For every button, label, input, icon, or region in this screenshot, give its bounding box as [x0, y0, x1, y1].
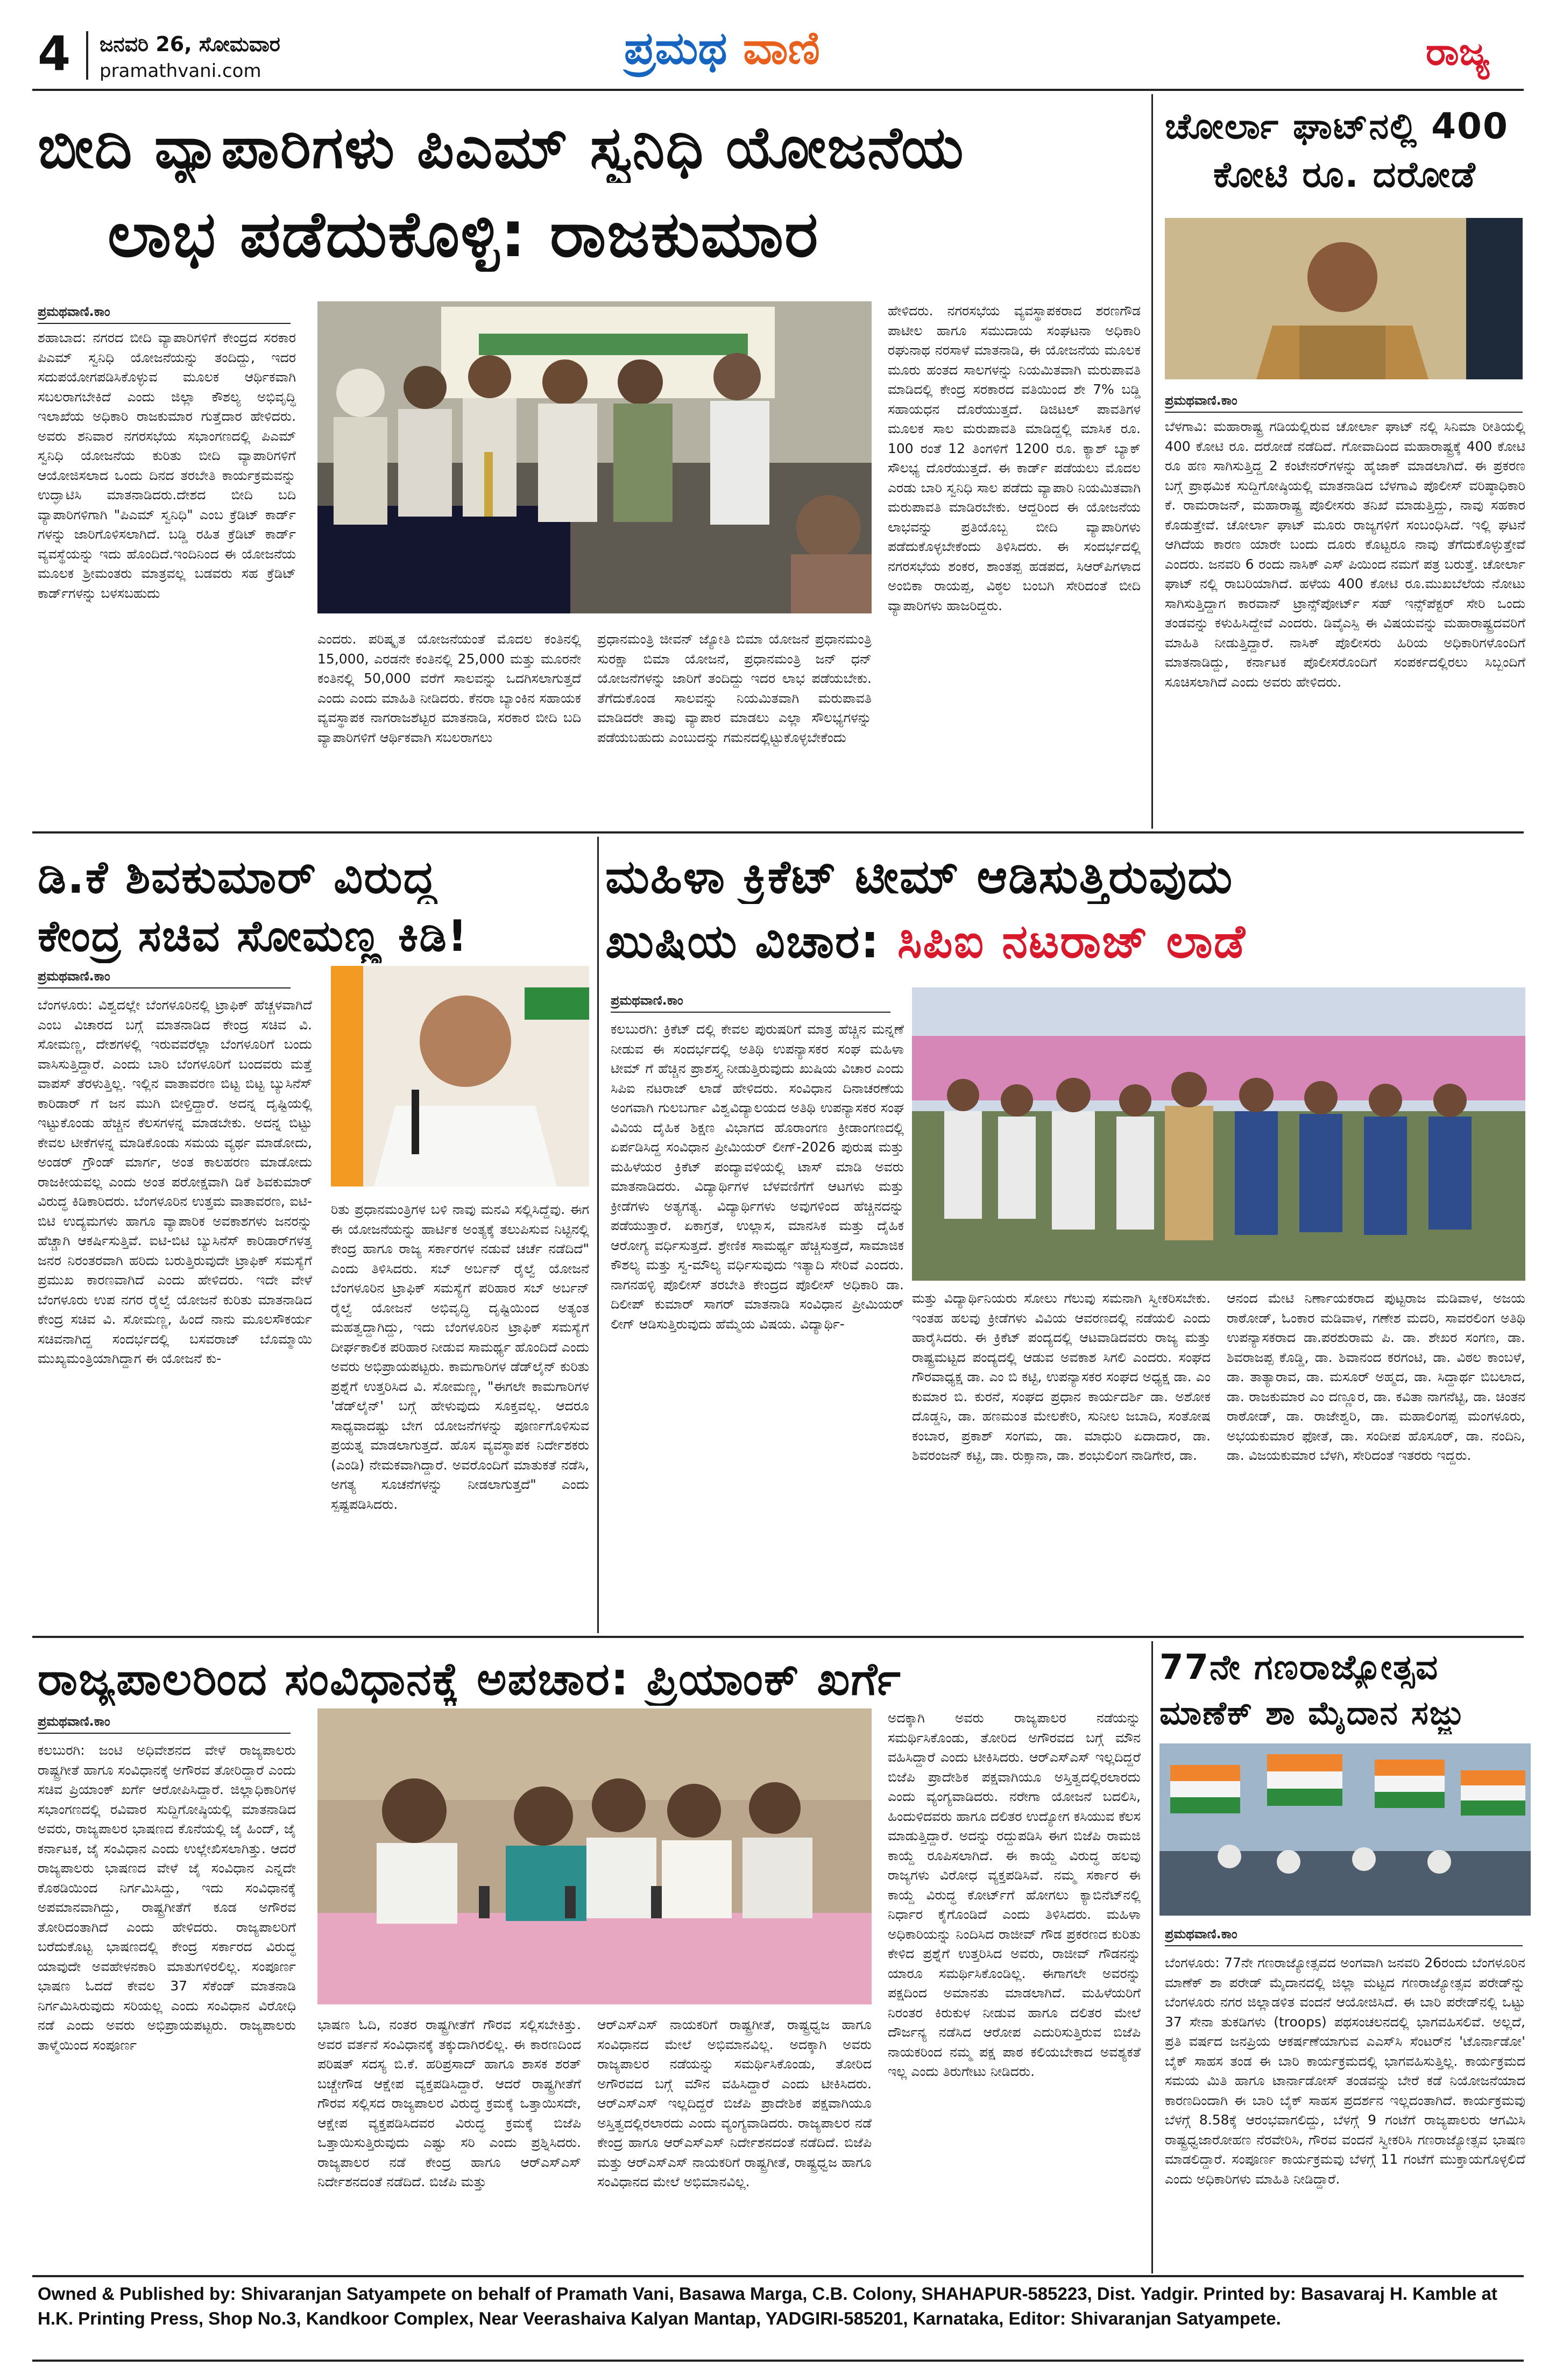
page-number: 4: [38, 26, 71, 81]
article1-column3: ಪ್ರಧಾನಮಂತ್ರಿ ಜೀವನ್ ಜ್ಯೋತಿ ಬಿಮಾ ಯೋಜನೆ ಪ್ರಧಾನಮಂತ್ರಿ ಸುರಕ್ಷಾ ಬಿಮಾ ಯೋಜನೆ, ಪ್ರಧಾನಮಂತ್ರಿ ಜನ್ ಧನ್ ಯೋಜನೆಗಳನ್ನು ಜಾರಿಗೆ ತಂದಿದ್ದು ಇದರ ಲಾಭ ಪಡೆಯಬೇಕು. ತೆಗೆದುಕೊಂಡ ಸಾಲವನ್ನು ನಿಯಮಿತವಾಗಿ ಮರುಪಾವತಿ ಮಾಡಿದರೇ ತಾವು ವ್ಯಾಪಾರ ಮಾಡಲು ಎಲ್ಲಾ ಸೌಲಭ್ಯಗಳನ್ನು ಪಡೆಯಬಹುದು ಎಂಬುದನ್ನು ಗಮನದಲ್ಲಿಟ್ಟುಕೊಳ್ಳಬೇಕೆಂದು: [597, 631, 872, 745]
article5-column2: ಭಾಷಣ ಓದಿ, ನಂತರ ರಾಷ್ಟ್ರಗೀತೆಗೆ ಗೌರವ ಸಲ್ಲಿಸಬೇಕಿತ್ತು. ಅವರ ವರ್ತನೆ ಸಂವಿಧಾನಕ್ಕೆ ತಕ್ಕುದಾಗಿರಲಿಲ್ಲ. ಈ ಕಾರಣದಿಂದ ಪರಿಷತ್ ಸದಸ್ಯ ಬಿ.ಕೆ. ಹರಿಪ್ರಸಾದ್ ಹಾಗೂ ಶಾಸಕ ಶರತ್ ಬಚ್ಚೇಗೌಡ ಆಕ್ಷೇಪ ವ್ಯಕ್ತಪಡಿಸಿದ್ದಾರೆ. ಆದರೆ ರಾಷ್ಟ್ರಗೀತೆಗೆ ಗೌರವ ಸಲ್ಲಿಸದ ರಾಜ್ಯಪಾಲರ ವಿರುದ್ಧ ಕ್ರಮಕ್ಕೆ ಒತ್ತಾಯಿಸದೇ, ಆಕ್ಷೇಪ ವ್ಯಕ್ತಪಡಿಸಿದವರ ವಿರುದ್ಧ ಕ್ರಮಕ್ಕೆ ಬಿಜೆಪಿ ಒತ್ತಾಯಿಸುತ್ತಿರುವುದು ಎಷ್ಟು ಸರಿ ಎಂದು ಪ್ರಶ್ನಿಸಿದರು. ರಾಜ್ಯಪಾಲರ ನಡೆ ಕೇಂದ್ರ ಹಾಗೂ ಆರ್‌ಎಸ್‌ಎಸ್ ನಿರ್ದೇಶನದಂತೆ ನಡೆದಿದೆ. ಬಿಜೆಪಿ ಮತ್ತು: [317, 2017, 581, 2190]
masthead-part1: ಪ್ರಮಥ: [624, 22, 727, 74]
article4-headline-line2-black: ಖುಷಿಯ ವಿಚಾರ:: [605, 915, 880, 969]
article6-body: ಬೆಂಗಳೂರು: 77ನೇ ಗಣರಾಜ್ಯೋತ್ಸವದ ಅಂಗವಾಗಿ ಜನವರಿ 26ರಂದು ಬೆಂಗಳೂರಿನ ಮಾಣೆಕ್ ಶಾ ಪರೇಡ್ ಮೈದಾನದಲ್ಲಿ ಜಿಲ್ಲಾ ಮಟ್ಟದ ಗಣರಾಜ್ಯೋತ್ಸವ ಪರೇಡ್‌ನ್ನು ಬೆಂಗಳೂರು ನಗರ ಜಿಲ್ಲಾಡಳಿತ ವಂದನೆ ಆಯೋಜಿಸಿದೆ. ಈ ಬಾರಿ ಪರೇಡ್‌ನಲ್ಲಿ ಒಟ್ಟು 37 ಸೇನಾ ತುಕಡಿಗಳು (troops) ಪಥಸಂಚಲನದಲ್ಲಿ ಭಾಗವಹಿಸಲಿವೆ. ಅಲ್ಲದೆ, ಪ್ರತಿ ವರ್ಷದ ಜನಪ್ರಿಯ ಆಕರ್ಷಣೆಯಾಗುವ ಎಎಸ್‌ಸಿ ಸೆಂಟರ್‌ನ 'ಟೊರ್ನಾಡೋ' ಬೈಕ್ ಸಾಹಸ ತಂಡ ಈ ಬಾರಿ ಕಾರ್ಯಕ್ರಮದಲ್ಲಿ ಭಾಗವಹಿಸುತ್ತಿಲ್ಲ. ಕಾರ್ಯಕ್ರಮದ ಸಮಯ ಮಿತಿ ಹಾಗೂ ಟಾರ್ನಾಡೋಸ್ ತಂಡವನ್ನು ಬೇರೆ ಕಡೆ ನಿಯೋಜನೆಯಾದ ಕಾರಣದಿಂದಾಗಿ ಈ ಬಾರಿ ಬೈಕ್ ಸಾಹಸ ಪ್ರದರ್ಶನ ಇಲ್ಲದಂತಾಗಿದೆ. ಕಾರ್ಯಕ್ರಮವು ಬೆಳಗ್ಗೆ 8.58ಕ್ಕೆ ಆರಂಭವಾಗಲಿದ್ದು, ಬೆಳಗ್ಗೆ 9 ಗಂಟೆಗೆ ರಾಜ್ಯಪಾಲರು ಆಗಮಿಸಿ ರಾಷ್ಟ್ರಧ್ವಜಾರೋಹಣ ನೆರವೇರಿಸಿ, ಗೌರವ ವಂದನೆ ಸ್ವೀಕರಿಸಿ ಗಣರಾಜ್ಯೋತ್ಸವ ಭಾಷಣ ಮಾಡಲಿದ್ದಾರೆ. ಸಂಪೂರ್ಣ ಕಾರ್ಯಕ್ರಮವು ಬೆಳಗ್ಗೆ 11 ಗಂಟೆಗೆ ಮುಕ್ತಾಯಗೊಳ್ಳಲಿದೆ ಎಂದು ಅಧಿಕಾರಿಗಳು ಮಾಹಿತಿ ನೀಡಿದ್ದಾರೆ.: [1165, 1955, 1525, 2187]
article2-body: ಬೆಳಗಾವಿ: ಮಹಾರಾಷ್ಟ್ರ ಗಡಿಯಲ್ಲಿರುವ ಚೋರ್ಲಾ ಘಾಟ್ ನಲ್ಲಿ ಸಿನಿಮಾ ರೀತಿಯಲ್ಲಿ 400 ಕೋಟಿ ರೂ. ದರೋಡೆ ನಡೆದಿದೆ. ಗೋವಾದಿಂದ ಮಹಾರಾಷ್ಟ್ರಕ್ಕೆ 400 ಕೋಟಿ ರೂ ಹಣ ಸಾಗಿಸುತ್ತಿದ್ದ 2 ಕಂಟೇನರ್‌ಗಳನ್ನು ಹೈಜಾಕ್ ಮಾಡಲಾಗಿದೆ. ಈ ಪ್ರಕರಣ ಬಗ್ಗೆ ಪ್ರಾಥಮಿಕ ಸುದ್ದಿಗೋಷ್ಠಿಯಲ್ಲಿ ಮಾತನಾಡಿದ ಬೆಳಗಾವಿ ಪೊಲೀಸ್ ವರಿಷ್ಠಾಧಿಕಾರಿ ಕೆ. ರಾಮರಾಜನ್, ಮಹಾರಾಷ್ಟ್ರ ಪೊಲೀಸರು ತನಿಖೆ ಮಾಡುತ್ತಿದ್ದು, ನಾವು ಸಹಕಾರ ಕೊಡುತ್ತೇವೆ. ಚೋರ್ಲಾ ಘಾಟ್ ಮೂರು ರಾಜ್ಯಗಳಿಗೆ ಸಂಬಂಧಿಸಿದೆ. ಇಲ್ಲಿ ಘಟನೆ ಆಗಿದೆಯ ಕಾರಣ ಯಾರೇ ಬಂದು ದೂರು ಕೊಟ್ಟರೂ ನಾವು ತೆಗೆದುಕೊಳ್ಳುತ್ತೇವೆ ಎಂದರು. ಜನವರಿ 6 ರಂದು ನಾಸಿಕ್ ಎಸ್ ಪಿಯಿಂದ ನಮಗೆ ಪತ್ರ ಬರುತ್ತೆ. ಚೋರ್ಲಾ ಘಾಟ್ ನಲ್ಲಿ ರಾಬರಿಯಾಗಿದೆ. ಹಳೆಯ 400 ಕೋಟಿ ರೂ.ಮುಖಬೆಲೆಯ ನೋಟು ಸಾಗಿಸುತ್ತಿದ್ದಾಗ ಕಾರವಾನ್ ಟ್ರಾನ್ಸ್‌ಪೋರ್ಟ್ ಸಹ್ ಇನ್ಸ್‌ಪೆಕ್ಟರ್ ಸೇರಿ ಒಂದು ತಂಡವನ್ನು ಕಳುಹಿಸಿದ್ದೇವೆ ಎಂದರು. ಡಿವೈಎಸ್ಪಿ ಈ ವಿಷಯವನ್ನು ಮಹಾರಾಷ್ಟ್ರದವರಿಗೆ ಮಾಹಿತಿ ನೀಡುತ್ತಿದ್ದಾರೆ. ನಾಸಿಕ್ ಪೊಲೀಸರು ಹಿರಿಯ ಅಧಿಕಾರಿಗಳೊಂದಿಗೆ ಮಾತನಾಡಿದ್ದು, ಕರ್ನಾಟಕ ಪೊಲೀಸರೊಂದಿಗೆ ಸಂಪರ್ಕದಲ್ಲಿರಲು ಸಿಬ್ಬಂದಿಗೆ ಸೂಚಿಸಲಾಗಿದೆ ಎಂದು ಅವರು ಹೇಳಿದರು.: [1165, 419, 1525, 690]
article-street-vendors: [0, 91, 1151, 829]
article3-headline-line2: ಕೇಂದ್ರ ಸಚಿವ ಸೋಮಣ್ಣ ಕಿಡಿ!: [38, 911, 469, 961]
article6-headline-line1: 77ನೇ ಗಣರಾಜ್ಯೋತ್ಸವ: [1159, 1648, 1439, 1687]
article1-headline-line2: ಲಾಭ ಪಡೆದುಕೊಳ್ಳಿ: ರಾಜಕುಮಾರ: [108, 197, 819, 271]
police-officer-illustration: [1165, 218, 1523, 379]
article4-headline-line1: ಮಹಿಳಾ ಕ್ರಿಕೆಟ್ ಟೀಮ್ ಆಡಿಸುತ್ತಿರುವುದು: [605, 850, 1234, 904]
publisher-imprint: Owned & Published by: Shivaranjan Satyampete on behalf of Pramath Vani, Basawa Marga, C.B. Colony, SHAHAPUR-585223, Dist. Yadgir. Printed by: Basavaraj H. Kamble at H.K. Printing Press, Shop No.3, Kandkoor Complex, Near Veerashaiva Kalyan Mantap, YADGIRI-585201, Karnataka, Editor: Shivaranjan Satyampete.: [38, 2284, 1497, 2328]
minister-speaking-illustration: [331, 966, 589, 1187]
press-conference-illustration: [317, 1708, 872, 2004]
article1-headline-line1: ಬೀದಿ ವ್ಯಾಪಾರಿಗಳು ಪಿಎಮ್ ಸ್ವನಿಧಿ ಯೋಜನೆಯ: [38, 114, 965, 181]
page-header: [0, 0, 1556, 89]
article1-photo: [317, 301, 872, 613]
article3-photo: [331, 966, 589, 1187]
website-link[interactable]: pramathvani.com: [100, 60, 261, 82]
article-somanna: [0, 834, 597, 1636]
article6-photo: [1159, 1743, 1531, 1916]
article3-column2: ರಿತು ಪ್ರಧಾನಮಂತ್ರಿಗಳ ಬಳಿ ನಾವು ಮನವಿ ಸಲ್ಲಿಸಿದ್ದೆವು. ಈಗ ಈ ಯೋಜನೆಯನ್ನು ಹಾರ್ಟಿಕ ಅಂತ್ಯಕ್ಕೆ ತಲುಪಿಸುವ ನಿಟ್ಟಿನಲ್ಲಿ ಕೇಂದ್ರ ಹಾಗೂ ರಾಜ್ಯ ಸರ್ಕಾರಗಳ ನಡುವೆ ಚರ್ಚೆ ನಡೆದಿದೆ" ಎಂದು ತಿಳಿಸಿದರು. ಸಬ್ ಅರ್ಬನ್ ರೈಲ್ವೆ ಯೋಜನೆ ಬೆಂಗಳೂರಿನ ಟ್ರಾಫಿಕ್ ಸಮಸ್ಯೆಗೆ ಪರಿಹಾರ ಸಬ್ ಅರ್ಬನ್ ರೈಲ್ವೆ ಯೋಜನೆ ಅಭಿವೃದ್ಧಿ ದೃಷ್ಟಿಯಿಂದ ಅತ್ಯಂತ ಮಹತ್ವದ್ದಾಗಿದ್ದು, ಇದು ಬೆಂಗಳೂರಿನ ಟ್ರಾಫಿಕ್ ಸಮಸ್ಯೆಗೆ ದೀರ್ಘಕಾಲಿಕ ಪರಿಹಾರ ನೀಡುವ ಸಾಮರ್ಥ್ಯ ಹೊಂದಿದೆ ಎಂದು ಅವರು ಅಭಿಪ್ರಾಯಪಟ್ಟರು. ಕಾಮಗಾರಿಗಳ ಡೆಡ್‌ಲೈನ್ ಕುರಿತು ಪ್ರಶ್ನೆಗೆ ಉತ್ತರಿಸಿದ ವಿ. ಸೋಮಣ್ಣ, "ಈಗಲೇ ಕಾಮಗಾರಿಗಳ 'ಡೆಡ್‌ಲೈನ್' ಬಗ್ಗೆ ಹೇಳುವುದು ಸೂಕ್ತವಲ್ಲ. ಆದರೂ ಸಾಧ್ಯವಾದಷ್ಟು ಬೇಗ ಯೋಜನೆಗಳನ್ನು ಪೂರ್ಣಗೊಳಿಸುವ ಪ್ರಯತ್ನ ಮಾಡಲಾಗುತ್ತದೆ. ಹೊಸ ವ್ಯವಸ್ಥಾಪಕ ನಿರ್ದೇಶಕರು (ಎಂಡಿ) ನೇಮಕವಾಗಿದ್ದಾರೆ. ಅವರೊಂದಿಗೆ ಮಾತುಕತೆ ನಡೆಸಿ, ಅಗತ್ಯ ಸೂಚನೆಗಳನ್ನು ನೀಡಲಾಗುತ್ತದೆ" ಎಂದು ಸ್ಪಷ್ಟಪಡಿಸಿದರು.: [331, 1202, 589, 1512]
article4-column1: ಕಲಬುರಗಿ: ಕ್ರಿಕೆಟ್ ದಲ್ಲಿ ಕೇವಲ ಪುರುಷರಿಗೆ ಮಾತ್ರ ಹೆಚ್ಚಿನ ಮನ್ನಣೆ ನೀಡುವ ಈ ಸಂದರ್ಭದಲ್ಲಿ ಅತಿಥಿ ಉಪನ್ಯಾಸಕರ ಸಂಘ ಮಹಿಳಾ ಟೀಮ್ ಗೆ ಹೆಚ್ಚಿನ ಪ್ರಾಶಸ್ತ್ಯ ನೀಡುತ್ತಿರುವುದು ಖುಷಿಯ ವಿಚಾರ ಎಂದು ಸಿಪಿಐ ನಟರಾಜ್ ಲಾಡೆ ಹೇಳಿದರು. ಸಂವಿಧಾನ ದಿನಾಚರಣೆಯ ಅಂಗವಾಗಿ ಗುಲಬರ್ಗಾ ವಿಶ್ವವಿದ್ಯಾಲಯದ ಅತಿಥಿ ಉಪನ್ಯಾಸಕರ ಸಂಘ ವಿವಿಯ ದೈಹಿಕ ಶಿಕ್ಷಣ ವಿಭಾಗದ ಹೊರಾಂಗಣ ಕ್ರೀಡಾಂಗಣದಲ್ಲಿ ಏರ್ಪಡಿಸಿದ್ದ ಸಂವಿಧಾನ ಪ್ರೀಮಿಯರ್ ಲೀಗ್-2026 ಪುರುಷ ಮತ್ತು ಮಹಿಳೆಯರ ಕ್ರಿಕೆಟ್ ಪಂದ್ಯಾವಳಿಯಲ್ಲಿ ಟಾಸ್ ಮಾಡಿ ಅವರು ಮಾತನಾಡಿದರು. ವಿದ್ಯಾರ್ಥಿಗಳ ಬೆಳವಣಿಗೆಗೆ ಆಟಗಳು ಮತ್ತು ಕ್ರೀಡೆಗಳು ಅತ್ಯಗತ್ಯ. ವಿದ್ಯಾರ್ಥಿಗಳು ಅವುಗಳಿಂದ ಹೆಚ್ಚಿನದನ್ನು ಪಡೆಯುತ್ತಾರೆ. ಏಕಾಗ್ರತೆ, ಉಲ್ಲಾಸ, ಮಾನಸಿಕ ಮತ್ತು ದೈಹಿಕ ಆರೋಗ್ಯ ವರ್ಧಿಸುತ್ತದೆ. ಶ್ರೇಣಿಕ ಸಾಮರ್ಥ್ಯ ಹೆಚ್ಚಿಸುತ್ತದೆ, ಸಾಮಾಜಿಕ ಕೌಶಲ್ಯ ಮತ್ತು ಸ್ವ-ಮೌಲ್ಯ ವರ್ಧಿಸುವುದು ಇತ್ಯಾದಿ ಸೇರಿವೆ ಎಂದರು. ನಾಗನಹಳ್ಳಿ ಪೊಲೀಸ್ ತರಬೇತಿ ಕೇಂದ್ರದ ಪೊಲೀಸ್ ಅಧಿಕಾರಿ ಡಾ. ದಿಲೀಪ್ ಕುಮಾರ್ ಸಾಗರ್ ಮಾತನಾಡಿ ಸಂವಿಧಾನ ಪ್ರೀಮಿಯರ್ ಲೀಗ್ ಆಡಿಸುತ್ತಿರುವುದು ಹೆಮ್ಮೆಯ ವಿಷಯ. ವಿದ್ಯಾರ್ಥಿ-: [611, 1021, 904, 1332]
article6-headline-line2: ಮಾಣೆಕ್ ಶಾ ಮೈದಾನ ಸಜ್ಜು: [1159, 1694, 1465, 1732]
masthead: [624, 22, 820, 75]
article2-headline-line1: ಚೋರ್ಲಾ ಘಾಟ್‌ನಲ್ಲಿ 400: [1165, 105, 1509, 147]
article1-byline: ಪ್ರಮಥವಾಣಿ.ಕಾಂ: [38, 304, 110, 319]
article-priyank-kharge: [0, 1639, 1151, 2273]
article4-photo: [912, 987, 1525, 1281]
article3-headline-line1: ಡಿ.ಕೆ ಶಿವಕುಮಾರ್ ವಿರುದ್ಧ: [38, 851, 437, 903]
article5-column3: ಆರ್‌ಎಸ್‌ಎಸ್ ನಾಯಕರಿಗೆ ರಾಷ್ಟ್ರಗೀತೆ, ರಾಷ್ಟ್ರಧ್ವಜ ಹಾಗೂ ಸಂವಿಧಾನದ ಮೇಲೆ ಅಭಿಮಾನವಿಲ್ಲ. ಅದಕ್ಕಾಗಿ ಅವರು ರಾಜ್ಯಪಾಲರ ನಡೆಯನ್ನು ಸಮರ್ಥಿಸಿಕೊಂಡು, ತೋರಿದ ಅಗೌರವದ ಬಗ್ಗೆ ಮೌನ ವಹಿಸಿದ್ದಾರೆ ಎಂದು ಟೀಕಿಸಿದರು. ಆರ್‌ಎಸ್‌ಎಸ್ ಇಲ್ಲದಿದ್ದರೆ ಬಿಜೆಪಿ ಪ್ರಾದೇಶಿಕ ಪಕ್ಷವಾಗಿಯೂ ಅಸ್ತಿತ್ವದಲ್ಲಿರಲಾರದು ಎಂದು ವ್ಯಂಗ್ಯವಾಡಿದರು. ರಾಜ್ಯಪಾಲರ ನಡೆ ಕೇಂದ್ರ ಹಾಗೂ ಆರ್‌ಎಸ್‌ಎಸ್ ನಿರ್ದೇಶನದಂತೆ ನಡೆದಿದೆ. ಬಿಜೆಪಿ ಮತ್ತು ಆರ್‌ಎಸ್‌ಎಸ್ ನಾಯಕರಿಗೆ ರಾಷ್ಟ್ರಗೀತೆ, ರಾಷ್ಟ್ರಧ್ವಜ ಹಾಗೂ ಸಂವಿಧಾನದ ಮೇಲೆ ಅಭಿಮಾನವಿಲ್ಲ.: [597, 2017, 872, 2190]
section-label: ರಾಜ್ಯ: [1426, 30, 1490, 74]
article2-byline: ಪ್ರಮಥವಾಣಿ.ಕಾಂ: [1165, 393, 1237, 408]
article-chorla-ghat: [1154, 91, 1531, 829]
article5-photo: [317, 1708, 872, 2004]
article1-column2: ಎಂದರು. ಪರಿಷ್ಕೃತ ಯೋಜನೆಯಂತೆ ಮೊದಲ ಕಂತಿನಲ್ಲಿ 15,000, ಎರಡನೇ ಕಂತಿನಲ್ಲಿ 25,000 ಮತ್ತು ಮೂರನೇ ಕಂತಿನಲ್ಲಿ 50,000 ವರೆಗೆ ಸಾಲವನ್ನು ಒದಗಿಸಲಾಗುತ್ತದೆ ಎಂದು ಎಂದು ಮಾಹಿತಿ ನೀಡಿದರು. ಕೆನರಾ ಬ್ಯಾಂಕಿನ ಸಹಾಯಕ ವ್ಯವಸ್ಥಾಪಕ ನಾಗರಾಜಶೆಟ್ಟರ ಮಾತನಾಡಿ, ಸರಕಾರ ಬೀದಿ ಬದಿ ವ್ಯಾಪಾರಿಗಳಿಗೆ ಆರ್ಥಿಕವಾಗಿ ಸಬಲರಾಗಲು: [317, 631, 581, 745]
article1-column4: ಹೇಳಿದರು. ನಗರಸಭೆಯ ವ್ಯವಸ್ಥಾಪಕರಾದ ಶರಣಗೌಡ ಪಾಟೀಲ ಹಾಗೂ ಸಮುದಾಯ ಸಂಘಟನಾ ಅಧಿಕಾರಿ ರಘುನಾಥ ನರಸಾಳೆ ಮಾತನಾಡಿ, ಈ ಯೋಜನೆಯ ಮೂಲಕ ಮೂರು ಹಂತದ ಸಾಲಗಳನ್ನು ನಿಯಮಿತವಾಗಿ ಮರುಪಾವತಿ ಮಾಡಿದಲ್ಲಿ ಕೇಂದ್ರ ಸರಕಾರದ ವತಿಯಿಂದ ಶೇ 7% ಬಡ್ಡಿ ಸಹಾಯಧನ ದೊರೆಯುತ್ತದೆ. ಡಿಜಿಟಲ್ ಪಾವತಿಗಳ ಮೂಲಕ ಸಾಲ ಮರುಪಾವತಿ ಮಾಡಿದ್ದಲ್ಲಿ ಮಾಸಿಕ ರೂ. 100 ರಂತೆ 12 ತಿಂಗಳಿಗೆ 1200 ರೂ. ಕ್ಯಾಶ್ ಬ್ಯಾಕ್ ಸೌಲಭ್ಯ ದೊರೆಯುತ್ತದೆ. ಈ ಕಾರ್ಡ್ ಪಡೆಯಲು ಮೊದಲ ಎರಡು ಬಾರಿ ಸ್ವನಿಧಿ ಸಾಲ ಪಡೆದು ವ್ಯಾಪಾರಿ ನಿಯಮಿತವಾಗಿ ಮರುಪಾವತಿ ಮಾಡಿರಬೇಕು. ಆದ್ದರಿಂದ ಈ ಯೋಜನೆಯ ಲಾಭವನ್ನು ಪ್ರತಿಯೊಬ್ಬ ಬೀದಿ ವ್ಯಾಪಾರಿಗಳು ಪಡೆದುಕೊಳ್ಳಬೇಕೆಂದು ತಿಳಿಸಿದರು. ಈ ಸಂದರ್ಭದಲ್ಲಿ ನಗರಸಭೆಯ ಶಂಕರ, ಶಾಂತಪ್ಪ ಹಡಪದ, ಸಿಆರ್‌ಪಿಗಳಾದ ಅಂಬಿಕಾ ರಾಯಪ್ಪ, ವಿಠ್ಠಲ ಬಂಬಗಿ ಸೇರಿದಂತೆ ಬೀದಿ ವ್ಯಾಪಾರಿಗಳು ಹಾಜರಿದ್ದರು.: [888, 303, 1141, 613]
article3-byline: ಪ್ರಮಥವಾಣಿ.ಕಾಂ: [38, 969, 110, 984]
article3-column1: ಬೆಂಗಳೂರು: ವಿಶ್ವದಲ್ಲೇ ಬೆಂಗಳೂರಿನಲ್ಲಿ ಟ್ರಾಫಿಕ್ ಹೆಚ್ಚಳವಾಗಿದೆ ಎಂಬ ವಿಚಾರದ ಬಗ್ಗೆ ಮಾತನಾಡಿದ ಕೇಂದ್ರ ಸಚಿವ ವಿ. ಸೋಮಣ್ಣ, ದೇಶಗಳಲ್ಲಿ ಇರುವವರೆಲ್ಲಾ ಬೆಂಗಳೂರಿಗೆ ಬಂದು ವಾಸಿಸುತ್ತಿದ್ದಾರೆ. ಎಂದು ಬಾರಿ ಬೆಂಗಳೂರಿಗೆ ಬಂದವರು ಮತ್ತೆ ವಾಪಸ್ ತೆರಳುತ್ತಿಲ್ಲ. ಇಲ್ಲಿನ ವಾತಾವರಣ ಬಿಟ್ಟ ಬಿಟ್ಟ ಬ್ಯುಸಿನೆಸ್ ಕಾರಿಡಾರ್ ಗೆ ಜನ ಮುಗಿ ಬೀಳ್ತಿದ್ದಾರೆ. ಅದನ್ನ ದೃಷ್ಟಿಯಲ್ಲಿ ಇಟ್ಟುಕೊಂಡು ಹೆಚ್ಚಿನ ಕೆಲಸಗಳನ್ನ ಮಾಡಬೇಕು. ಅದನ್ನ ಬಿಟ್ಟು ಕೇವಲ ಟೀಕೆಗಳನ್ನ ಮಾಡಿಕೊಂಡು ಸಮಯ ವ್ಯರ್ಥ ಮಾಡೋದು, ಅಂಡರ್ ಗ್ರೌಂಡ್ ಮಾರ್ಗ, ಅಂತ ಕಾಲಹರಣ ಮಾಡೋದು ರಾಜಕೀಯವಲ್ಲ ಎಂದು ಅಂತ ಪರೋಕ್ಷವಾಗಿ ಡಿಕೆ ಶಿವಕುಮಾರ್ ವಿರುದ್ಧ ಕಿಡಿಕಾರಿದರು. ಬೆಂಗಳೂರಿನ ಉತ್ತಮ ವಾತಾವರಣ, ಐಟಿ-ಬಿಟಿ ಉದ್ಯಮಗಳು ಹಾಗೂ ವ್ಯಾಪಾರಿಕ ಅವಕಾಶಗಳು ಜನರನ್ನು ಹೆಚ್ಚಾಗಿ ಆಕರ್ಷಿಸುತ್ತಿವೆ. ಐಟಿ-ಬಿಟಿ ಬ್ಯುಸಿನೆಸ್ ಕಾರಿಡಾರ್‌ಗಳತ್ತ ಜನರ ನಿರಂತರವಾಗಿ ಹರಿದು ಬರುತ್ತಿರುವುದೇ ಟ್ರಾಫಿಕ್ ಸಮಸ್ಯೆಗೆ ಪ್ರಮುಖ ಕಾರಣವಾಗಿದೆ ಎಂದು ಹೇಳಿದರು. ಇದೇ ವೇಳೆ ಬೆಂಗಳೂರು ಉಪ ನಗರ ರೈಲ್ವೆ ಯೋಜನೆ ಕುರಿತು ಮಾತನಾಡಿದ ಕೇಂದ್ರ ಸಚಿವ ವಿ. ಸೋಮಣ್ಣ, ಹಿಂದೆ ನಾನು ಮೂಲಸೌಕರ್ಯ ಸಚಿವನಾಗಿದ್ದ ಸಂದರ್ಭದಲ್ಲಿ ಬಸವರಾಜ್ ಬೊಮ್ಮಾಯಿ ಮುಖ್ಯಮಂತ್ರಿಯಾಗಿದ್ದಾಗ ಈ ಯೋಜನೆ ಕು-: [38, 997, 312, 1366]
page-date: ಜನವರಿ 26, ಸೋಮವಾರ: [100, 32, 280, 56]
vendors-event-illustration: [317, 301, 872, 613]
article1-column1: ಶಹಾಬಾದ: ನಗರದ ಬೀದಿ ವ್ಯಾಪಾರಿಗಳಿಗೆ ಕೇಂದ್ರದ ಸರಕಾರ ಪಿಎಮ್ ಸ್ವನಿಧಿ ಯೋಜನೆಯನ್ನು ತಂದಿದ್ದು, ಇದರ ಸದುಪಯೋಗಪಡಿಸಿಕೊಳ್ಳುವ ಮೂಲಕ ಆರ್ಥಿಕವಾಗಿ ಸಬಲರಾಗಬೇಕಿದೆ ಎಂದು ಜಿಲ್ಲಾ ಕೌಶಲ್ಯ ಅಭಿವೃದ್ಧಿ ಇಲಾಖೆಯ ಅಧಿಕಾರಿ ರಾಜಕುಮಾರ ಗುತ್ತೆದಾರ ಹೇಳಿದರು. ಅವರು ಶನಿವಾರ ನಗರಸಭೆಯ ಸಭಾಂಗಣದಲ್ಲಿ ಪಿಎಮ್ ಸ್ವನಿಧಿ ಯೋಜನೆಯ ಕುರಿತು ಬೀದಿ ವ್ಯಾಪಾರಿಗಳಿಗೆ ಆಯೋಜಿಸಲಾದ ಒಂದು ದಿನದ ತರಬೇತಿ ಕಾರ್ಯಕ್ರಮವನ್ನು ಉದ್ಘಾಟಿಸಿ ಮಾತನಾಡಿದರು.ದೇಶದ ಬೀದಿ ಬದಿ ವ್ಯಾಪಾರಿಗಳಿಗಾಗಿ "ಪಿಎಮ್ ಸ್ವನಿಧಿ" ಎಂಬ ಕ್ರೆಡಿಟ್ ಕಾರ್ಡ್ ಗಳನ್ನು ಜಾರಿಗೊಳಿಸಲಾಗಿದೆ. ಬಡ್ಡಿ ರಹಿತ ಕ್ರೆಡಿಟ್ ಕಾರ್ಡ್ ವ್ಯವಸ್ಥೆಯನ್ನು ಇದು ಹೊಂದಿದೆ.ಇಂದಿನಿಂದ ಈ ಯೋಜನೆಯ ಮೂಲಕ ಶ್ರೀಮಂತರು ಮಾತ್ರವಲ್ಲ ಬಡವರು ಸಹ ಕ್ರೆಡಿಟ್ ಕಾರ್ಡ್‌ಗಳನ್ನು ಬಳಸಬಹುದು: [38, 330, 296, 601]
article4-byline: ಪ್ರಮಥವಾಣಿ.ಕಾಂ: [611, 993, 683, 1008]
article5-column4: ಅದಕ್ಕಾಗಿ ಅವರು ರಾಜ್ಯಪಾಲರ ನಡೆಯನ್ನು ಸಮರ್ಥಿಸಿಕೊಂಡು, ತೋರಿದ ಅಗೌರವದ ಬಗ್ಗೆ ಮೌನ ವಹಿಸಿದ್ದಾರೆ ಎಂದು ಟೀಕಿಸಿದರು. ಆರ್‌ಎಸ್‌ಎಸ್ ಇಲ್ಲದಿದ್ದರೆ ಬಿಜೆಪಿ ಪ್ರಾದೇಶಿಕ ಪಕ್ಷವಾಗಿಯೂ ಅಸ್ತಿತ್ವದಲ್ಲಿರಲಾರದು ಎಂದು ವ್ಯಂಗ್ಯವಾಡಿದರು. ನರೇಗಾ ಯೋಜನೆ ಬದಲಿಸಿ, ಹಿಂದುಳಿದವರು ಹಾಗೂ ದಲಿತರ ಉದ್ಯೋಗ ಕಸಿಯುವ ಕೆಲಸ ಮಾಡುತ್ತಿದ್ದಾರೆ. ಅದನ್ನು ರದ್ದುಪಡಿಸಿ ಈಗ ಬಿಜೆಪಿ ರಾಮಜಿ ಕಾಯ್ದೆ ರೂಪಿಸಲಾಗಿದೆ. ಈ ಕಾಯ್ದೆ ವಿರುದ್ಧ ಹಲವು ರಾಜ್ಯಗಳು ವಿರೋಧ ವ್ಯಕ್ತಪಡಿಸಿವೆ. ನಮ್ಮ ಸರ್ಕಾರ ಈ ಕಾಯ್ದೆ ವಿರುದ್ಧ ಕೋರ್ಟ್‌ಗೆ ಹೋಗಲು ಕ್ಯಾಬಿನೆಟ್‌ನಲ್ಲಿ ನಿರ್ಧಾರ ಕೈಗೊಂಡಿದೆ ಎಂದು ತಿಳಿಸಿದರು. ಮಹಿಳಾ ಅಧಿಕಾರಿಯನ್ನು ನಿಂದಿಸಿದ ರಾಜೀವ್ ಗೌಡ ಪ್ರಕರಣದ ಕುರಿತು ಕೇಳಿದ ಪ್ರಶ್ನೆಗೆ ಉತ್ತರಿಸಿದ ಅವರು, ರಾಜೀವ್ ಗೌಡನನ್ನು ಯಾರೂ ಸಮರ್ಥಿಸಿಕೊಂಡಿಲ್ಲ. ಈಗಾಗಲೇ ಅವರನ್ನು ಪಕ್ಷದಿಂದ ಅಮಾನತು ಮಾಡಲಾಗಿದೆ. ಮಹಿಳೆಯರಿಗೆ ನಿರಂತರ ಕಿರುಕುಳ ನೀಡುವ ಹಾಗೂ ದಲಿತರ ಮೇಲೆ ದೌರ್ಜನ್ಯ ನಡೆಸಿದ ಆರೋಪ ಎದುರಿಸುತ್ತಿರುವ ಬಿಜೆಪಿ ನಾಯಕರಿಂದ ನಮ್ಮ ಪಕ್ಷ ಪಾಠ ಕಲಿಯಬೇಕಾದ ಅವಶ್ಯಕತೆ ಇಲ್ಲ ಎಂದು ತಿರುಗೇಟು ನೀಡಿದರು.: [888, 1710, 1141, 2079]
article4-column2: ಮತ್ತು ವಿದ್ಯಾರ್ಥಿನಿಯರು ಸೋಲು ಗೆಲುವು ಸಮನಾಗಿ ಸ್ವೀಕರಿಸಬೇಕು. ಇಂತಹ ಹಲವು ಕ್ರೀಡೆಗಳು ವಿವಿಯ ಆವರಣದಲ್ಲಿ ನಡೆಯಲಿ ಎಂದು ಹಾರೈಸಿದರು. ಈ ಕ್ರಿಕೆಟ್ ಪಂದ್ಯದಲ್ಲಿ ಆಟವಾಡಿದವರು ರಾಜ್ಯ ಮತ್ತು ರಾಷ್ಟ್ರಮಟ್ಟದ ಪಂದ್ಯದಲ್ಲಿ ಆಡುವ ಅವಕಾಶ ಸಿಗಲಿ ಎಂದರು. ಸಂಘದ ಗೌರವಾಧ್ಯಕ್ಷ ಡಾ. ಎಂ ಬಿ ಕಟ್ಟಿ, ಉಪನ್ಯಾಸಕರ ಸಂಘದ ಅಧ್ಯಕ್ಷ ಡಾ. ಎಂ ಕುಮಾರ ಬಿ. ಕುರನೆ, ಸಂಘದ ಪ್ರಧಾನ ಕಾರ್ಯದರ್ಶಿ ಡಾ. ಅಶೋಕ ದೊಡ್ಡನಿ, ಡಾ. ಹಣಮಂತ ಮೇಲಕೇರಿ, ಸುನೀಲ ಜಬಾದಿ, ಸಂತೋಷ ಕಂಬಾರ, ಪ್ರಕಾಶ್ ಸಂಗಮ, ಡಾ. ಮಾಧುರಿ ಏದಾದಾರ, ಡಾ. ಶಿವರಂಜನ್ ಕಟ್ಟಿ, ಡಾ. ರುಕ್ಸಾನಾ, ಡಾ. ಶಂಭುಲಿಂಗ ನಾಡಿಗೇರ, ಡಾ.: [912, 1290, 1211, 1463]
article4-headline-line2-red: ಸಿಪಿಐ ನಟರಾಜ್ ಲಾಡೆ: [897, 915, 1246, 969]
article2-photo: [1165, 218, 1523, 379]
republic-day-flags-illustration: [1159, 1743, 1531, 1916]
article5-byline: ಪ್ರಮಥವಾಣಿ.ಕಾಂ: [38, 1714, 110, 1729]
article-women-cricket: [600, 834, 1531, 1636]
article2-headline-line2: ಕೋಟಿ ರೂ. ದರೋಡೆ: [1213, 154, 1476, 195]
article-republic-day: [1154, 1639, 1531, 2273]
article6-byline: ಪ್ರಮಥವಾಣಿ.ಕಾಂ: [1165, 1926, 1237, 1941]
cricket-team-illustration: [912, 987, 1525, 1281]
article5-headline: ರಾಜ್ಯಪಾಲರಿಂದ ಸಂವಿಧಾನಕ್ಕೆ ಅಪಚಾರ: ಪ್ರಿಯಾಂಕ್ ಖರ್ಗೆ: [38, 1652, 902, 1705]
article4-column3: ಆನಂದ ಮೇಟಿ ನಿರ್ಣಾಯಕರಾದ ಪುಟ್ಟರಾಜ ಮಡಿವಾಳ, ಅಜಯ ರಾಠೋಡ್, ಓಂಕಾರ ಮಡಿವಾಳ, ಗಣೇಶ ಮದರಿ, ಸಾವರಲಿಂಗ ಅತಿಥಿ ಉಪನ್ಯಾಸಕರಾದ ಡಾ.ಪರಶುರಾಮ ಪಿ. ಡಾ. ಶೇಖರ ಸಂಗಣ, ಡಾ. ಶಿವರಾಜಪ್ಪ ಕೊಡ್ಡಿ, ಡಾ. ಶಿವಾನಂದ ಕರಗಂಟಿ, ಡಾ. ವಿಠಲ ಕಾಂಬಳೆ, ಡಾ. ತಾತ್ಯಾರಾವ, ಡಾ. ಮಸೂರ್ ಅಹ್ಮದ, ಡಾ. ಸಿದ್ದಾರ್ಥ ಬಿಬಲಾದ, ಡಾ. ರಾಜಕುಮಾರ ಎಂ ದಣ್ಣೂರ, ಡಾ. ಕವಿತಾ ನಾಗನೆಟ್ಟಿ, ಡಾ. ಚಿಂತನ ರಾಠೋಡ್, ಡಾ. ರಾಜೇಶ್ವರಿ, ಡಾ. ಮಹಾಲಿಂಗಪ್ಪ ಮಂಗಳೂರು, ಅಭಯಕುಮಾರ ಫೋತೆ, ಡಾ. ಸಂದೀಪ ಹೊಸೂರ್, ಡಾ. ನಂದಿನಿ, ಡಾ. ವಿಜಯಕುಮಾರ ಬೆಳಗಿ, ಸೇರಿದಂತೆ ಇತರರು ಇದ್ದರು.: [1227, 1290, 1525, 1463]
article5-column1: ಕಲಬುರಗಿ: ಜಂಟಿ ಅಧಿವೇಶನದ ವೇಳೆ ರಾಜ್ಯಪಾಲರು ರಾಷ್ಟ್ರಗೀತೆ ಹಾಗೂ ಸಂವಿಧಾನಕ್ಕೆ ಅಗೌರವ ತೋರಿದ್ದಾರೆ ಎಂದು ಸಚಿವ ಪ್ರಿಯಾಂಕ್ ಖರ್ಗೆ ಆರೋಪಿಸಿದ್ದಾರೆ. ಜಿಲ್ಲಾಧಿಕಾರಿಗಳ ಸಭಾಂಗಣದಲ್ಲಿ ರವಿವಾರ ಸುದ್ದಿಗೋಷ್ಠಿಯಲ್ಲಿ ಮಾತನಾಡಿದ ಅವರು, ರಾಜ್ಯಪಾಲರ ಭಾಷಣದ ಕೊನೆಯಲ್ಲಿ ಜೈ ಹಿಂದ್, ಜೈ ಕರ್ನಾಟಕ, ಜೈ ಸಂವಿಧಾನ ಎಂದು ಉಲ್ಲೇಖಿಸಲಾಗಿತ್ತು. ಆದರೆ ರಾಜ್ಯಪಾಲರು ಭಾಷಣದ ವೇಳೆ ಜೈ ಸಂವಿಧಾನ ಎನ್ನದೇ ಕೊಠಡಿಯಿಂದ ನಿರ್ಗಮಿಸಿದ್ದು, ಇದು ಸಂವಿಧಾನಕ್ಕೆ ಅಪಮಾನವಾಗಿದ್ದು, ರಾಷ್ಟ್ರಗೀತೆಗೆ ಕೂಡ ಅಗೌರವ ತೋರಿದಂತಾಗಿದೆ ಎಂದು ಹೇಳಿದರು. ರಾಜ್ಯಪಾಲರಿಗೆ ಬರೆದುಕೊಟ್ಟ ಭಾಷಣದಲ್ಲಿ ಕೇಂದ್ರ ಸರ್ಕಾರದ ವಿರುದ್ಧ ಯಾವುದೇ ಅವಹೇಳನಕಾರಿ ಮಾತುಗಳಿರಲಿಲ್ಲ. ಸಂಪೂರ್ಣ ಭಾಷಣ ಓದದೆ ಕೇವಲ 37 ಸೆಕೆಂಡ್ ಮಾತನಾಡಿ ನಿರ್ಗಮಿಸಿರುವುದು ಸರಿಯಲ್ಲ ಎಂದು ಸಂವಿಧಾನ ವಿರೋಧಿ ನಡೆ ಎಂದು ಅವರು ಅಭಿಪ್ರಾಯಪಟ್ಟರು. ರಾಜ್ಯಪಾಲರು ತಾಳ್ಮೆಯಿಂದ ಸಂಪೂರ್ಣ: [38, 1742, 296, 2053]
masthead-part2: ವಾಣಿ: [742, 22, 821, 74]
